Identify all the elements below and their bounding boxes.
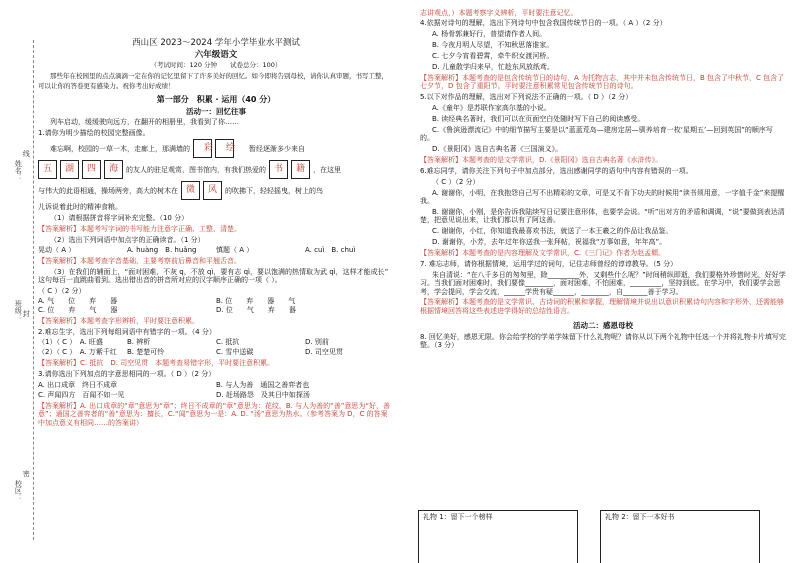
class-label: 班级： xyxy=(14,300,23,321)
q1-passage-row4: 儿诉说着此时的精神食粮。 xyxy=(38,202,122,211)
seal-mark-secret: 密 xyxy=(22,470,31,477)
q1-passage-row1: 难忘啊，校园的一草一木，走廊上，那满墙的 彩 绘 暂经逐渐多少来自 xyxy=(38,139,394,158)
q5-stem: 5.以下对作品的理解，选出对下列说法不正确的一项。（ D ）（2 分） xyxy=(420,93,633,102)
q1-3-answer: 【答案解析】本题考查字形辨析，平时要注意积累。 xyxy=(38,316,199,325)
q6-option-b: B. 谢谢你，小刚，是你告诉我陆续写日记要注意形体，也要学会说。“听”出对方的矛盾和调调，“说”要做到表达清楚，把意见说出来，让我们都以有了阿这善。 xyxy=(420,207,785,225)
seal-mark-seal: 封 xyxy=(22,310,31,317)
q4-stem: 4.依据对诗句的理解，选出下列诗句中包含我国传统节日的一项。（ A ）（2 分） xyxy=(420,19,667,28)
q7-stem: 7. 难忘志师，请你根据情境，运用学过的词句，记住志师曾经的谆谆教导。（5 分） xyxy=(420,259,678,268)
q7-passage: 朱自清说：“在八千多日的匆匆里，除_________外，又剩些什么呢？”时间稍纵即逝，我们要格外珍惜时光，好好学习。当我们面对困难时，我们要像________，面对困难，不怕困难，_________，坚持到底。在学习中，我们要学会思考，学会提问，学会交流，______学贵有疑______，________，自_______善于学习。 xyxy=(420,270,786,296)
q1-2-options: 晃动（ A ） A. huàng B. huǎng 慎题（ A ） A. cuì B. chuì xyxy=(38,245,356,254)
q4-option-a: A. 杨骨郭兼好行，普望请作者人间。 xyxy=(432,30,547,39)
gift-card-1-title: 礼物 1：留下一个榜样 xyxy=(423,513,493,521)
q3-stem: 3.请你选出下列加点的字意思相同的一项。（ D ）（2 分） xyxy=(38,370,216,379)
q2-options-2: （2）（ C ） A. 万紫千红 B. 楚楚可怜 C. 雪中送碳 D. 司空见贯 xyxy=(38,348,343,357)
gift-card-2[interactable] xyxy=(600,510,760,563)
prev-answer-tail: 志讲观点，）本题考察字义辨析，平时要注意记忆。 xyxy=(420,8,578,17)
gift-card-2-title: 礼物 2：留下一本好书 xyxy=(605,513,675,521)
exam-intro: 那些年在校园里的点点滴滴一定在你的记忆里留下了许多美好的回忆。如今即将告别母校，请你认真审题，书写工整，可以让你的答卷更有感染力。祝你考出好成绩！ xyxy=(38,72,388,90)
q5-option-c: C.《鲁滨逊漂流记》中的细节描写主要是以“蓝蓝荒岛—建房定居—驯养培育一枚‘星期五’—回到英国”的顺序写的。 xyxy=(420,125,773,143)
q2-options-1: （1）（ C ） A. 旺盛 B. 辨析 C. 抵抗 D. 别前 xyxy=(38,337,329,346)
q1-passage-row2: 五 湖 四 海 的友人的驻足观赏，图书馆内，有我们热爱的 书 籍 ，在这里 xyxy=(38,160,394,179)
q6-answer: 【答案解析】本题考查的是内容理解及文学常识，C.《三门记》作者为赵孟頫。 xyxy=(420,248,666,257)
q1-3-options: A. 气 位 弃 器 B. 位 弃 器 气 C. 位 弃 气 器 D. 位 气 弃 器 xyxy=(38,297,296,314)
seal-mark-line: 线 xyxy=(22,150,31,157)
activity2-heading: 活动二：感恩母校 xyxy=(573,321,633,331)
q3-answer: 【答案解析】A. 出口成章的“章”意思为“章”；终日不成章的“章”意思为：花纹，B. 与人为善的“善”意思为“好，善意”；通国之善弈者的“善”意思为：擅长，C.“闻”意思为一是：A. D. “汤”意思为热水。（参考答案为 D，C 的答案中加点意义有相同……的答案讲） xyxy=(38,401,391,427)
char-box: 风 xyxy=(203,181,222,200)
q1-3-choice: （ C ）（2 分） xyxy=(38,287,86,296)
q6-option-c: C. 谢谢你，小红，你知道我最喜欢书法，就送了一本王羲之的作品让我品鉴。 xyxy=(432,227,673,236)
q1-2-answer: 【答案解析】本题考查字音基础，主要考察前后鼻音和平翘舌音。 xyxy=(38,256,241,265)
q1-stem: 1.请你为明少描绘的校园完整画像。 xyxy=(38,129,150,137)
q8-stem: 8. 回忆美好，感恩无限。你会给学校的学弟学妹留下什么礼物呢？请你从以下两个礼物中任选一个并将礼物卡片填写完整。（3 分） xyxy=(420,332,786,350)
q3-options-2: C. 声闻四方 百闻不如一见 D. 赶场路怨 及其日中如探汤 xyxy=(38,390,310,399)
exam-title: 西山区 2023～2024 学年小学毕业水平测试 xyxy=(132,38,300,48)
q4-option-c: C. 七夕今宵看碧霄，牵牛织女渡河桥。 xyxy=(432,52,554,61)
q6-option-a: A. 谢谢你，小明，在我抱怨自己写不出精彩的文章，可是又不肯下功夫的时候用“读书须用意，一字值千金”来提醒我。 xyxy=(420,188,785,206)
exam-info: （考试时间：120 分钟 试卷总分：100） xyxy=(150,61,282,70)
q4-answer: 【答案解析】本题考查的是包含传统节日的诗句，A 为托物言志，其中并未包含传统节日，B 包含了中秋节，C 包含了七夕节，D 包含了重阳节。平时要注意积累常见包含传统节日的诗句。 xyxy=(420,73,785,91)
q1-1-answer: 【答案解析】本题考写字词的书写能力注意字正确、工整、清楚。 xyxy=(38,224,241,233)
exam-subtitle: 六年级语文 xyxy=(194,50,238,61)
q5-answer: 【答案解析】本题考查的是文学常识，D.《景阳冈》选自古典名著《水浒传》。 xyxy=(420,155,663,164)
q2-answer: 【答案解析】C. 抵抗 D. 司空见贯 本题考查易错字形，平时要注意积累。 xyxy=(38,359,275,368)
q5-option-b: B. 读经典名著时，我们可以在页面空白处随时写下自己的阅读感受。 xyxy=(432,114,645,123)
q3-options-1: A. 出口成章 终日不成章 B. 与人为善 通国之善弈者也 xyxy=(38,380,310,389)
q5-option-a: A.《童年》是苏联作家高尔基的小说。 xyxy=(432,104,551,113)
activity1-heading: 活动一：回忆往事 xyxy=(186,106,246,116)
q2-stem: 2.难忘生字，选出下列每组词语中有错字的一项。（4 分） xyxy=(38,327,216,336)
left-column xyxy=(38,6,394,427)
char-box: 湖 xyxy=(60,160,79,179)
q4-option-d: D. 儿童散学归来早，忙趁东风放纸鸢。 xyxy=(432,62,554,71)
binding-margin xyxy=(6,40,36,540)
q6-stem: 6.难忘同学，请你关注下列句子中加点部分，选出感谢同学的语句中内容有错误的一项。 xyxy=(420,166,693,175)
q1-2-stem: （2）选出下列词语中加点字的正确读音。（1 分） xyxy=(50,235,205,244)
q6-choice: （ C ）（2 分） xyxy=(432,177,480,186)
part1-intro: 列车启动，缓缓驶向远方，在翻开的相册里，我看到了你…… xyxy=(50,118,239,127)
q5-option-d: D.《景阳冈》选自古典名著《三国演义》。 xyxy=(432,145,563,154)
q4-option-b: B. 今夜月明人尽望，不知秋思落谁家。 xyxy=(432,41,554,50)
char-box: 五 xyxy=(38,160,57,179)
char-box: 籍 xyxy=(291,160,310,179)
char-box: 彩 xyxy=(193,139,212,158)
char-box: 书 xyxy=(269,160,288,179)
char-box: 绘 xyxy=(215,139,234,158)
q1-1-stem: （1）请根据拼音将字词补充完整。（10 分） xyxy=(50,213,189,222)
q6-option-d: D. 谢谢你，小芳，去年过年你送我一张拜帖，祝福我“万事如意，年年高”。 xyxy=(432,238,667,247)
part1-heading: 第一部分 积累 · 运用（40 分） xyxy=(156,95,276,105)
q1-3-stem: （3）在我们的辅面上，“面对困难，不灰 q，不放 qì，要有志 qì，要以饱满的热情取为武 qì，这样才能成长” 这句每百一直跳曲看到。选出错出音的拼音所对应的汉字顺序正确的一项（ ）。 xyxy=(38,267,389,285)
char-box: 微 xyxy=(181,181,200,200)
name-label: 姓名： xyxy=(14,160,23,181)
q1-passage-row3: 与伟大的此语相通，操场两旁，高大的树木在 微 风 的吹拂下，轻轻摇曳，树上的鸟 xyxy=(38,181,394,200)
campus-label: 校区： xyxy=(14,480,23,501)
gift-card-1[interactable] xyxy=(418,510,578,563)
binding-dashed-line xyxy=(33,40,34,540)
q7-answer: 【答案解析】本题考查的是文学常识、古诗词的积累和掌握，理解情境并说出以意识积累诗句内容和字形外，还需能够根据情境回答将这些表述进学得好的总结性语言。 xyxy=(420,298,784,315)
right-column xyxy=(420,6,786,350)
char-box: 四 xyxy=(82,160,101,179)
char-box: 海 xyxy=(104,160,123,179)
